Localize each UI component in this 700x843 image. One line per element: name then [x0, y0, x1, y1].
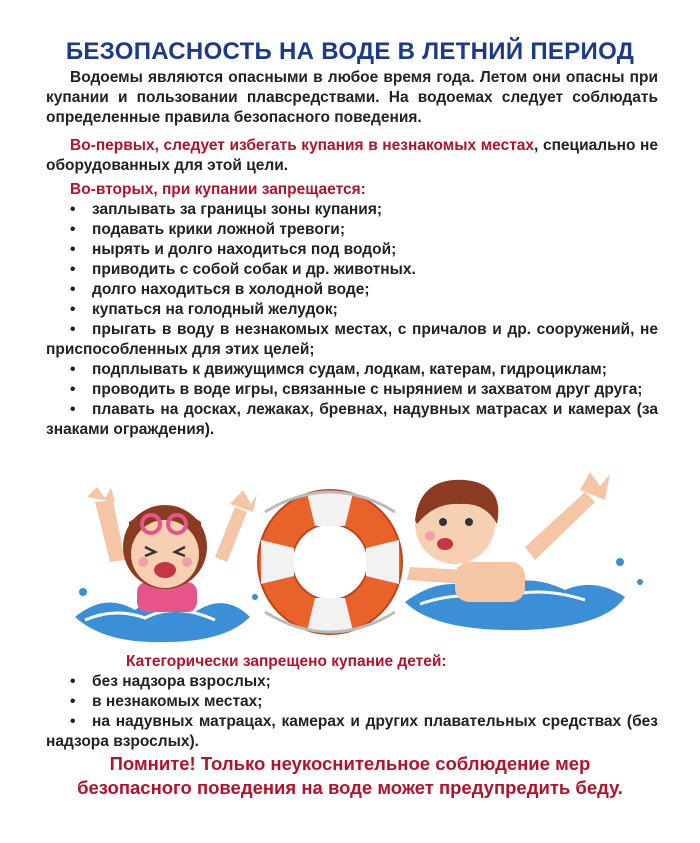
- list-item: [46, 360, 658, 380]
- list-item-text: долго находиться в холодной воде;: [92, 281, 370, 298]
- list-item: [46, 280, 658, 300]
- prohibited-list: [46, 200, 658, 440]
- list-item-text: проводить в воде игры, связанные с нырянием и захватом друг друга;: [92, 381, 643, 398]
- list-item: [46, 320, 658, 360]
- list-item-text: без надзора взрослых;: [92, 673, 271, 690]
- second-rule-heading: Во-вторых, при купании запрещается:: [70, 181, 366, 198]
- first-rule-highlight: Во-первых, следует избегать купания в незнакомых местах: [70, 137, 535, 154]
- list-item: [46, 200, 658, 220]
- list-item-text: нырять и долго находиться под водой;: [92, 241, 397, 258]
- final-warning-line2: безопасного поведения на воде может предупредить беду.: [77, 777, 623, 798]
- list-item: [46, 220, 658, 240]
- bullet-icon: •: [70, 361, 76, 378]
- list-item-text: подавать крики ложной тревоги;: [92, 221, 345, 238]
- list-item: [46, 400, 658, 440]
- list-item: [46, 692, 658, 712]
- children-heading: Категорически запрещено купание детей:: [126, 653, 447, 670]
- list-item-text: плавать на досках, лежаках, бревнах, надувных матрасах и камерах (за знаками ограждения).: [46, 401, 658, 438]
- bullet-icon: •: [70, 281, 76, 298]
- first-rule-paragraph: [46, 136, 658, 176]
- bullet-icon: •: [70, 201, 76, 218]
- bullet-icon: •: [70, 673, 76, 690]
- list-item-text: заплывать за границы зоны купания;: [92, 201, 383, 218]
- list-item: [46, 260, 658, 280]
- lifebuoy-icon: [258, 490, 402, 634]
- page-title: БЕЗОПАСНОСТЬ НА ВОДЕ В ЛЕТНИЙ ПЕРИОД: [65, 38, 635, 65]
- bullet-icon: •: [70, 713, 76, 730]
- boy-figure: [407, 472, 610, 602]
- list-item: [46, 240, 658, 260]
- bullet-icon: •: [70, 693, 76, 710]
- list-item-text: прыгать в воду в незнакомых местах, с причалов и др. сооружений, не приспособленных для этих целей;: [46, 321, 658, 358]
- bullet-icon: •: [70, 321, 76, 338]
- girl-figure: [87, 487, 257, 612]
- list-item: [46, 300, 658, 320]
- first-rule-rest: , специально не оборудованных для этой цели.: [46, 137, 659, 174]
- list-item-text: на надувных матрацах, камерах и других плавательных средствах (без надзора взрослых).: [46, 713, 658, 750]
- list-item-text: приводить с собой собак и др. животных.: [92, 261, 416, 278]
- bullet-icon: •: [70, 301, 76, 318]
- list-item-text: в незнакомых местах;: [92, 693, 263, 710]
- children-list: [46, 672, 658, 752]
- list-item: [46, 380, 658, 400]
- final-warning-line1: Помните! Только неукоснительное соблюдение мер: [109, 753, 591, 774]
- bullet-icon: •: [70, 221, 76, 238]
- list-item-text: подплывать к движущимся судам, лодкам, катерам, гидроциклам;: [92, 361, 607, 378]
- drowning-rescue-illustration: [65, 452, 665, 652]
- list-item: [46, 672, 658, 692]
- bullet-icon: •: [70, 381, 76, 398]
- bullet-icon: •: [70, 261, 76, 278]
- bullet-icon: •: [70, 401, 76, 418]
- list-item: [46, 712, 658, 752]
- intro-paragraph: Водоемы являются опасными в любое время года. Летом они опасны при купании и пользовании плавсредствами. На водоемах следует соблюдать определенные правила безопасного поведения.: [46, 69, 658, 126]
- bullet-icon: •: [70, 241, 76, 258]
- list-item-text: купаться на голодный желудок;: [92, 301, 338, 318]
